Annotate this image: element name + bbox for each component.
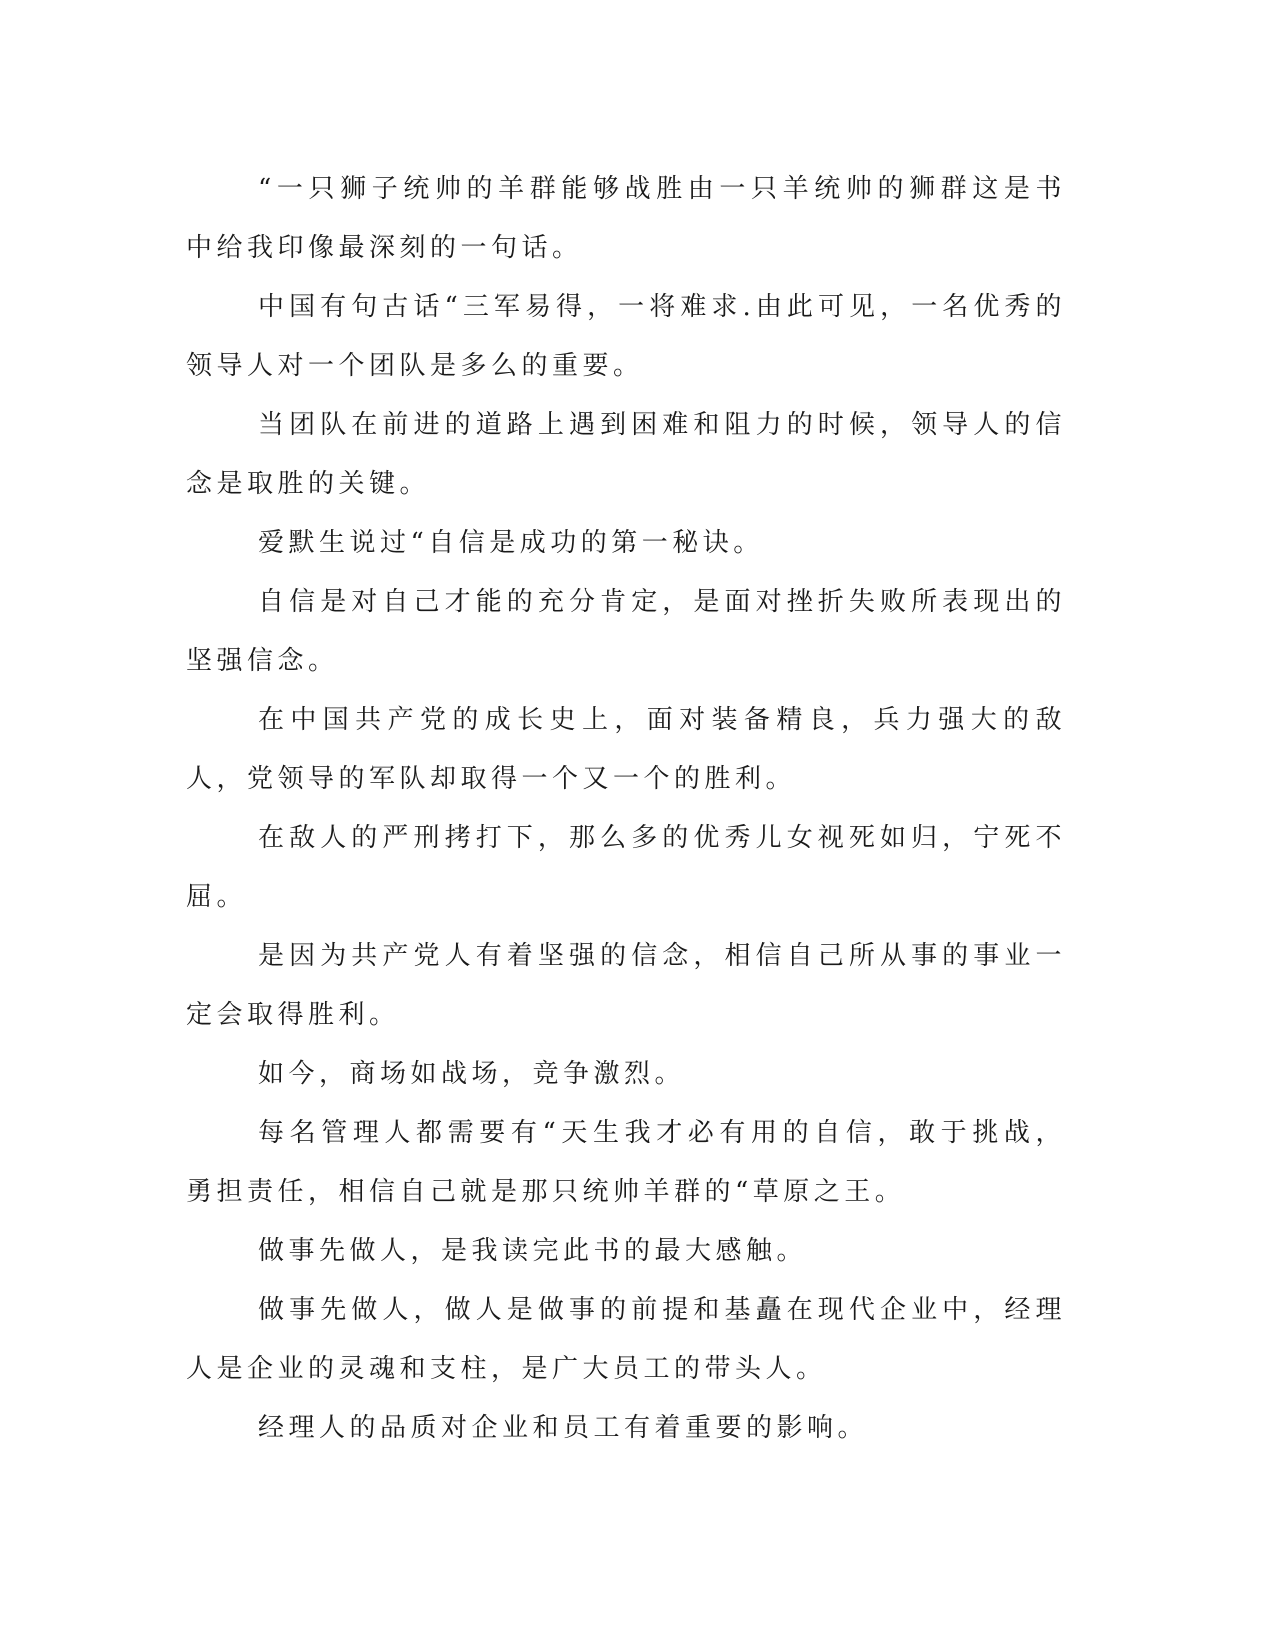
paragraph-9: 如今，商场如战场，竞争激烈。 (258, 1059, 686, 1089)
paragraph-4: 爱默生说过“自信是成功的第一秘诀。 (258, 528, 764, 558)
paragraph-12: 做事先做人，做人是做事的前提和基矗在现代企业中，经理人是企业的灵魂和支柱，是广大员工的带头人。 (186, 1295, 1066, 1384)
paragraph-3: 当团队在前进的道路上遇到困难和阻力的时候，领导人的信念是取胜的关键。 (186, 410, 1066, 499)
document-body (186, 160, 1066, 1458)
paragraph-5: 自信是对自己才能的充分肯定，是面对挫折失败所表现出的坚强信念。 (186, 587, 1066, 676)
paragraph-8: 是因为共产党人有着坚强的信念，相信自己所从事的事业一定会取得胜利。 (186, 941, 1066, 1030)
paragraph-11: 做事先做人，是我读完此书的最大感触。 (258, 1236, 808, 1266)
paragraph-13: 经理人的品质对企业和员工有着重要的影响。 (258, 1413, 869, 1443)
paragraph-2: 中国有句古话“三军易得，一将难求.由此可见，一名优秀的领导人对一个团队是多么的重要。 (186, 292, 1066, 381)
paragraph-1: “一只狮子统帅的羊群能够战胜由一只羊统帅的狮群这是书中给我印像最深刻的一句话。 (186, 174, 1066, 263)
paragraph-6: 在中国共产党的成长史上，面对装备精良，兵力强大的敌人，党领导的军队却取得一个又一个的胜利。 (186, 705, 1066, 794)
paragraph-10: 每名管理人都需要有“天生我才必有用的自信，敢于挑战，勇担责任，相信自己就是那只统帅羊群的“草原之王。 (186, 1118, 1066, 1207)
paragraph-7: 在敌人的严刑拷打下，那么多的优秀儿女视死如归，宁死不屈。 (186, 823, 1066, 912)
